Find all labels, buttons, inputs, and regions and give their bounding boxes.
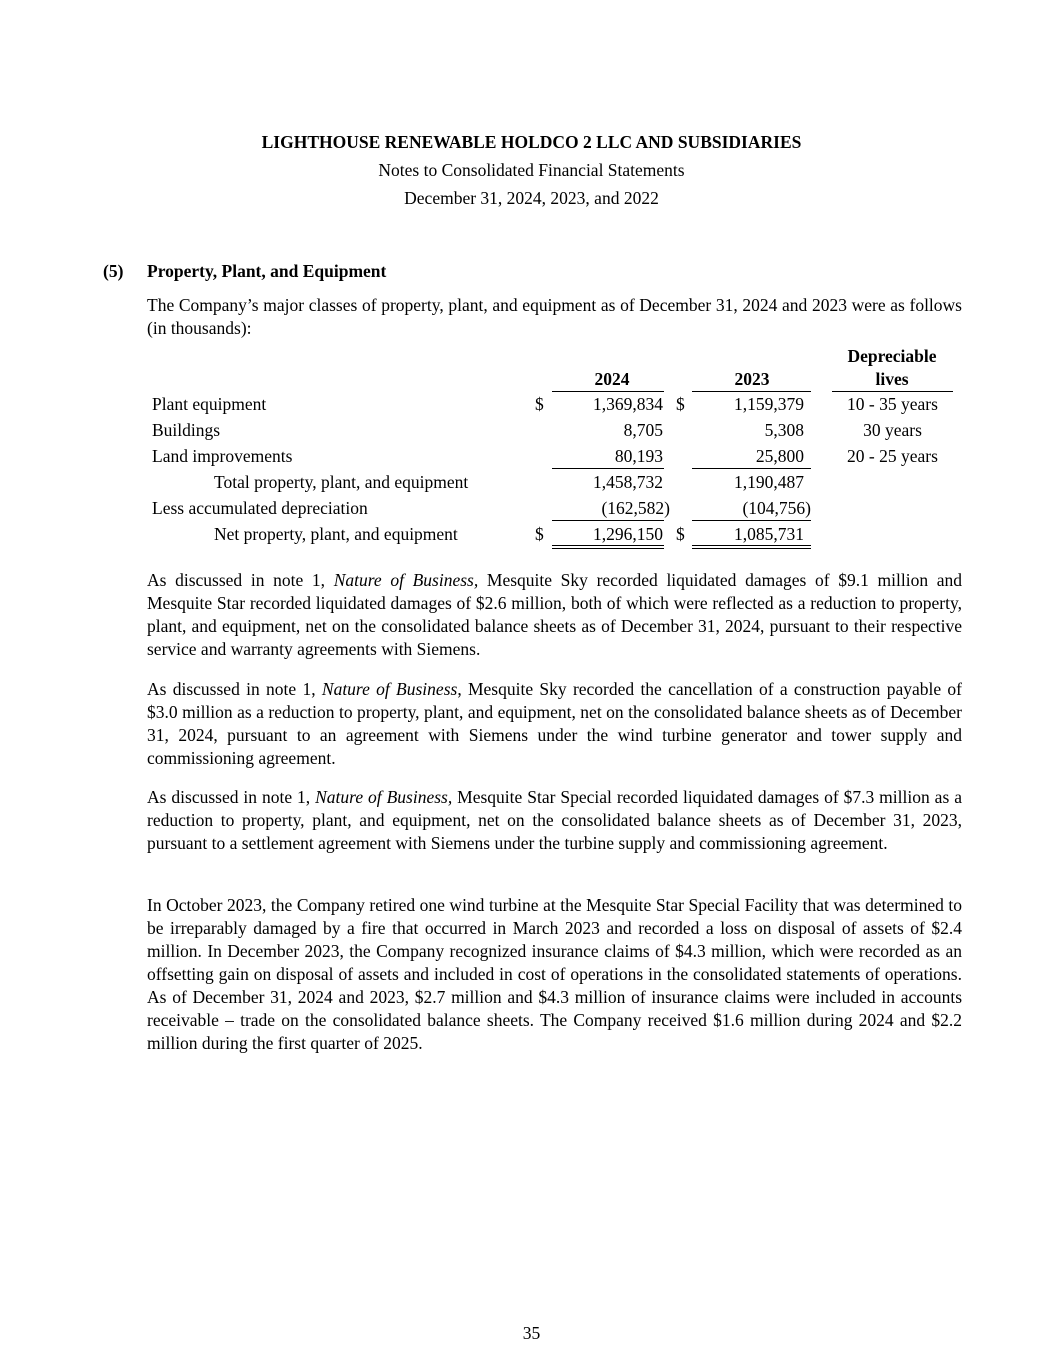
ppe-table bbox=[147, 343, 962, 553]
document-dates: December 31, 2024, 2023, and 2022 bbox=[404, 188, 659, 208]
net-underline-2023 bbox=[692, 520, 811, 521]
currency-symbol: $ bbox=[676, 394, 685, 414]
col-header-2023: 2023 bbox=[734, 369, 770, 389]
cell-2024: 1,369,834 bbox=[593, 394, 663, 414]
cell-2024: 80,193 bbox=[614, 446, 663, 466]
cell-2024: 1,458,732 bbox=[593, 472, 663, 492]
paragraph-construction-payable: As discussed in note 1, Nature of Business, Mesquite Sky recorded the cancellation of a construction payable of $3.0 million as a reduction to property, plant, and equipment, net on the consolidated balance sheets as of December 31, 2024, pursuant to an agreement with Siemens under the wind turbine generator and tower supply and commissioning agreement. bbox=[147, 679, 962, 768]
paragraph-liquidated-damages-2023: As discussed in note 1, Nature of Business, Mesquite Star Special recorded liquidated damages of $7.3 million as a reduction to property, plant, and equipment, net on the consolidated balance sheets as of December 31, 2023, pursuant to a settlement agreement with Siemens under the turbine supply and commissioning agreement. bbox=[147, 787, 962, 853]
row-label: Plant equipment bbox=[152, 394, 267, 414]
cell-lives: 20 - 25 years bbox=[847, 446, 938, 466]
col-header-lives-line2: lives bbox=[875, 369, 909, 389]
net-underline-2024 bbox=[552, 520, 664, 521]
company-name: LIGHTHOUSE RENEWABLE HOLDCO 2 LLC AND SUBSIDIARIES bbox=[261, 132, 802, 152]
intro-paragraph: The Company’s major classes of property, plant, and equipment as of December 31, 2024 and 2023 were as follows (in thousands): bbox=[147, 295, 962, 338]
header-underline-2024 bbox=[552, 391, 664, 392]
cell-2023: 5,308 bbox=[764, 420, 804, 440]
cell-lives: 30 years bbox=[863, 420, 922, 440]
page-number: 35 bbox=[522, 1323, 541, 1343]
cell-2023: 25,800 bbox=[755, 446, 804, 466]
row-label-net: Net property, plant, and equipment bbox=[214, 524, 458, 544]
currency-symbol: $ bbox=[535, 524, 544, 544]
cell-lives: 10 - 35 years bbox=[847, 394, 938, 414]
document-header bbox=[0, 131, 1055, 215]
paragraph-liquidated-damages-2024: As discussed in note 1, Nature of Business, Mesquite Sky recorded liquidated damages of $9.1 million and Mesquite Star recorded liquidated damages of $2.6 million, both of which were reflected as a reduction to property, plant, and equipment, net on the consolidated balance sheets as of December 31, 2024, pursuant to their respective service and warranty agreements with Siemens. bbox=[147, 570, 962, 659]
currency-symbol: $ bbox=[535, 394, 544, 414]
cell-2023: 1,085,731 bbox=[734, 524, 804, 544]
cell-2024: (162,582) bbox=[601, 498, 670, 518]
double-underline-2023 bbox=[692, 545, 811, 549]
double-underline-2024 bbox=[552, 545, 664, 549]
col-header-2024: 2024 bbox=[594, 369, 630, 389]
header-underline-2023 bbox=[692, 391, 811, 392]
subtotal-underline-2024 bbox=[552, 468, 664, 469]
subtotal-underline-2023 bbox=[692, 468, 811, 469]
cell-2023: 1,159,379 bbox=[734, 394, 804, 414]
row-label-total: Total property, plant, and equipment bbox=[214, 472, 469, 492]
header-underline-lives bbox=[832, 391, 953, 392]
section-number: (5) bbox=[103, 261, 124, 281]
currency-symbol: $ bbox=[676, 524, 685, 544]
section-title: Property, Plant, and Equipment bbox=[147, 261, 387, 281]
cell-2024: 1,296,150 bbox=[593, 524, 663, 544]
row-label: Buildings bbox=[152, 420, 221, 440]
col-header-lives-line1: Depreciable bbox=[847, 346, 937, 366]
cell-2023: (104,756) bbox=[742, 498, 811, 518]
cell-2024: 8,705 bbox=[623, 420, 663, 440]
row-label: Land improvements bbox=[152, 446, 293, 466]
paragraph-turbine-fire: In October 2023, the Company retired one wind turbine at the Mesquite Star Special Facility that was determined to be irreparably damaged by a fire that occurred in March 2023 and recorded a loss on disposal of assets of $2.4 million. In December 2023, the Company recognized insurance claims of $4.3 million, which were recorded as an offsetting gain on disposal of assets and included in cost of operations in the consolidated statements of operations. As of December 31, 2024 and 2023, $2.7 million and $4.3 million of insurance claims were included in accounts receivable – trade on the consolidated balance sheets. The Company received $1.6 million during 2024 and $2.2 million during the first quarter of 2025. bbox=[147, 895, 962, 1053]
cell-2023: 1,190,487 bbox=[734, 472, 804, 492]
row-label: Less accumulated depreciation bbox=[152, 498, 368, 518]
document-subtitle: Notes to Consolidated Financial Statements bbox=[378, 160, 685, 180]
section-heading bbox=[103, 260, 386, 283]
